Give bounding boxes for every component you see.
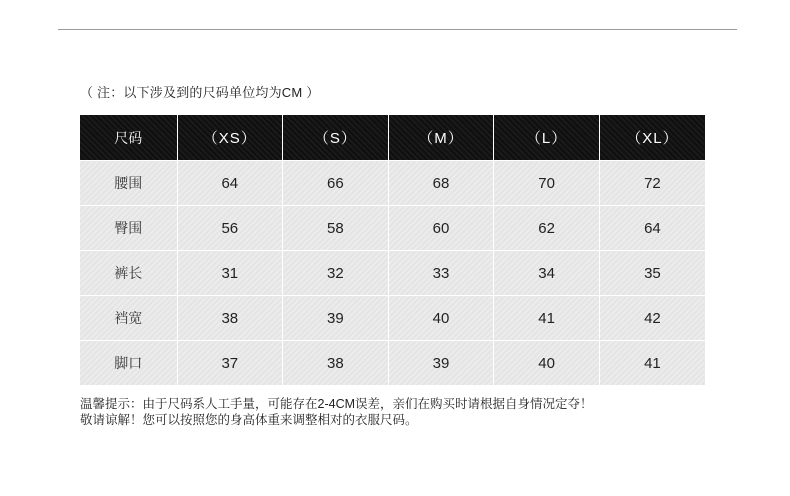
tips-line-2: 敬请谅解！您可以按照您的身高体重来调整相对的衣服尺码。 — [80, 413, 418, 427]
table-cell: 70 — [494, 161, 600, 206]
table-cell: 31 — [177, 251, 283, 296]
table-cell: 38 — [177, 296, 283, 341]
table-cell: 41 — [494, 296, 600, 341]
header-row — [80, 115, 705, 161]
table-cell: 37 — [177, 341, 283, 386]
table-cell: 72 — [599, 161, 705, 206]
table-cell: 32 — [283, 251, 389, 296]
table-cell: 34 — [494, 251, 600, 296]
table-cell: 39 — [283, 296, 389, 341]
table-cell: 66 — [283, 161, 389, 206]
header-l: （L） — [494, 115, 600, 161]
header-m: （M） — [388, 115, 494, 161]
header-s: （S） — [283, 115, 389, 161]
header-xl: （XL） — [599, 115, 705, 161]
row-label: 臀围 — [80, 206, 177, 251]
table-row — [80, 206, 705, 251]
row-label: 脚口 — [80, 341, 177, 386]
table-row — [80, 161, 705, 206]
table-cell: 40 — [388, 296, 494, 341]
row-label: 裆宽 — [80, 296, 177, 341]
table-cell: 56 — [177, 206, 283, 251]
row-label: 裤长 — [80, 251, 177, 296]
table-cell: 60 — [388, 206, 494, 251]
table-row — [80, 251, 705, 296]
row-label: 腰围 — [80, 161, 177, 206]
table-row — [80, 341, 705, 386]
top-divider — [58, 29, 737, 30]
table-cell: 33 — [388, 251, 494, 296]
table-cell: 64 — [599, 206, 705, 251]
table-cell: 41 — [599, 341, 705, 386]
table-cell: 58 — [283, 206, 389, 251]
table-cell: 39 — [388, 341, 494, 386]
table-cell: 35 — [599, 251, 705, 296]
table-cell: 42 — [599, 296, 705, 341]
table-cell: 40 — [494, 341, 600, 386]
size-chart-table — [80, 115, 705, 385]
tips-line-1: 温馨提示：由于尺码系人工手量，可能存在2-4CM误差，亲们在购买时请根据自身情况定夺！ — [80, 397, 593, 411]
header-xs: （XS） — [177, 115, 283, 161]
header-size: 尺码 — [80, 115, 177, 161]
table-row — [80, 296, 705, 341]
size-tips — [80, 396, 593, 428]
unit-note: （ 注：以下涉及到的尺码单位均为CM ） — [80, 85, 320, 100]
table-cell: 64 — [177, 161, 283, 206]
table-cell: 68 — [388, 161, 494, 206]
table-cell: 38 — [283, 341, 389, 386]
table-cell: 62 — [494, 206, 600, 251]
